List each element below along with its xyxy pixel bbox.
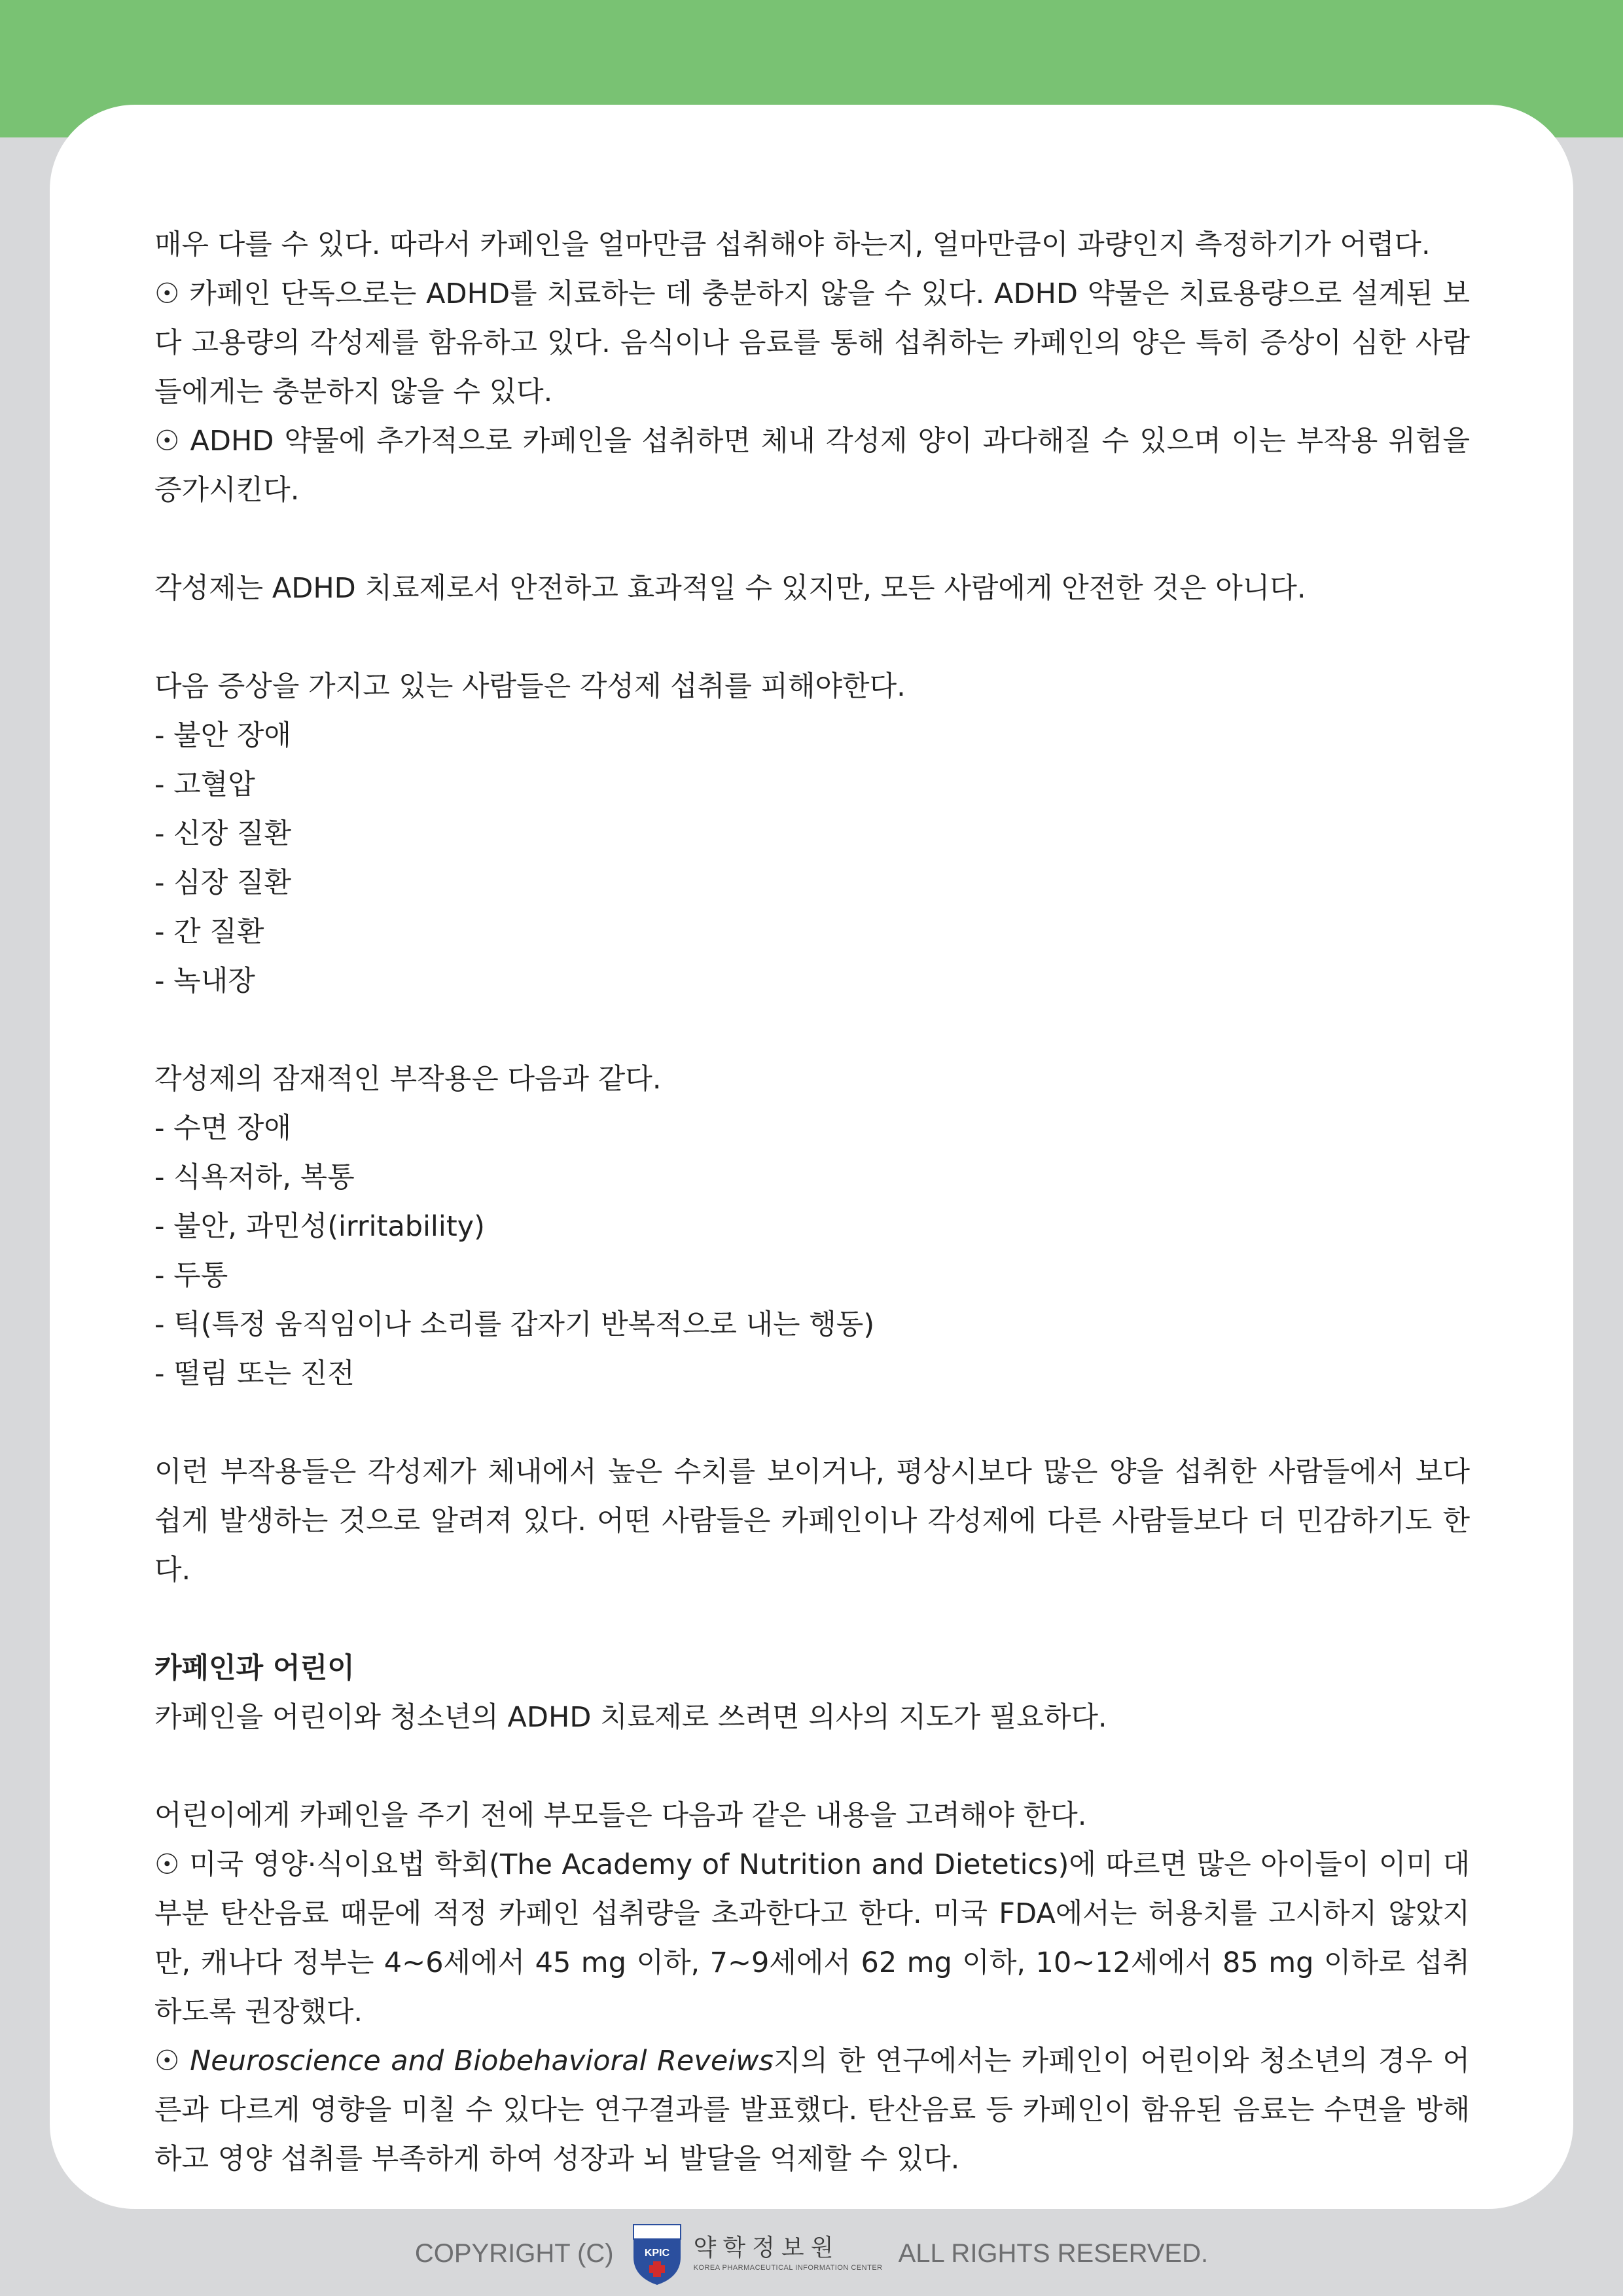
section-heading: 카페인과 어린이 xyxy=(154,1652,355,1685)
spacer xyxy=(154,613,1470,662)
paragraph: ☉ ADHD 약물에 추가적으로 카페인을 섭취하면 체내 각성제 양이 과다해질 수 있으며 이는 부작용 위험을 증가시킨다. xyxy=(154,425,1470,507)
spacer xyxy=(154,1006,1470,1055)
list-item: - 간 질환 xyxy=(154,916,264,948)
paragraph-text: 지의 한 연구에서는 카페인이 어린이와 청소년의 경우 어른과 다르게 영향을 미칠 수 있다는 연구결과를 발표했다. 탄산음료 등 카페인이 함유된 음료는 수면을 방해하고 영양 섭취를 부족하게 하여 성장과 뇌 발달을 억제할 수 있다. xyxy=(154,2045,1470,2176)
footer xyxy=(0,2211,1623,2296)
kpic-emblem-icon xyxy=(630,2221,685,2286)
spacer xyxy=(154,515,1470,564)
paragraph: 각성제의 잠재적인 부작용은 다음과 같다. xyxy=(154,1063,662,1096)
paragraph: 어린이에게 카페인을 주기 전에 부모들은 다음과 같은 내용을 고려해야 한다. xyxy=(154,1799,1087,1832)
list-item: - 고혈압 xyxy=(154,768,255,801)
rights-text: ALL RIGHTS RESERVED. xyxy=(898,2238,1209,2268)
paragraph: ☉ 미국 영양·식이요법 학회(The Academy of Nutrition and Dietetics)에 따르면 많은 아이들이 이미 대부분 탄산음료 때문에 적정 카페인 섭취량을 초과한다고 한다. 미국 FDA에서는 허용치를 고시하지 않았지만, 캐나다 정부는 4~6세에서 45 mg 이하, 7~9세에서 62 mg 이하, 10~12세에서 85 mg 이하로 섭취하도록 권장했다. xyxy=(154,1848,1470,2028)
list-item: - 수면 장애 xyxy=(154,1112,292,1145)
paragraph: 매우 다를 수 있다. 따라서 카페인을 얼마만큼 섭취해야 하는지, 얼마만큼이 과량인지 측정하기가 어렵다. xyxy=(154,228,1431,261)
document-body xyxy=(154,221,1470,2184)
list-item: - 떨림 또는 진전 xyxy=(154,1357,355,1390)
list-item: - 식욕저하, 복통 xyxy=(154,1161,355,1194)
kpic-logo xyxy=(630,2221,883,2286)
list-item: - 녹내장 xyxy=(154,965,255,997)
paragraph xyxy=(154,2037,1470,2184)
list-item: - 불안, 과민성(irritability) xyxy=(154,1210,485,1243)
paragraph: 다음 증상을 가지고 있는 사람들은 각성제 섭취를 피해야한다. xyxy=(154,670,906,703)
list-item: - 신장 질환 xyxy=(154,817,292,850)
bullet-marker: ☉ xyxy=(154,2045,190,2077)
copyright-text: COPYRIGHT (C) xyxy=(414,2238,614,2268)
paragraph: 각성제는 ADHD 치료제로서 안전하고 효과적일 수 있지만, 모든 사람에게 안전한 것은 아니다. xyxy=(154,572,1306,605)
spacer xyxy=(154,1399,1470,1448)
logo-name: 약학정보원 xyxy=(693,2234,840,2261)
emblem-text: KPIC xyxy=(644,2248,669,2259)
paragraph: 카페인을 어린이와 청소년의 ADHD 치료제로 쓰려면 의사의 지도가 필요하다. xyxy=(154,1701,1107,1734)
spacer xyxy=(154,1742,1470,1791)
paragraph: ☉ 카페인 단독으로는 ADHD를 치료하는 데 충분하지 않을 수 있다. ADHD 약물은 치료용량으로 설계된 보다 고용량의 각성제를 함유하고 있다. 음식이나 음료를 통해 섭취하는 카페인의 양은 특히 증상이 심한 사람들에게는 충분하지 않을 수 있다. xyxy=(154,278,1470,408)
logo-english-name: KOREA PHARMACEUTICAL INFORMATION CENTER xyxy=(693,2264,883,2272)
list-item: - 불안 장애 xyxy=(154,719,292,752)
list-item: - 두통 xyxy=(154,1259,228,1292)
paragraph: 이런 부작용들은 각성제가 체내에서 높은 수치를 보이거나, 평상시보다 많은 양을 섭취한 사람들에서 보다 쉽게 발생하는 것으로 알려져 있다. 어떤 사람들은 카페인이나 각성제에 다른 사람들보다 더 민감하기도 한다. xyxy=(154,1456,1470,1587)
list-item: - 심장 질환 xyxy=(154,867,292,899)
list-item: - 틱(특정 움직임이나 소리를 갑자기 반복적으로 내는 행동) xyxy=(154,1308,875,1341)
spacer xyxy=(154,1595,1470,1644)
journal-title: Neuroscience and Biobehavioral Reveiws xyxy=(190,2045,774,2077)
